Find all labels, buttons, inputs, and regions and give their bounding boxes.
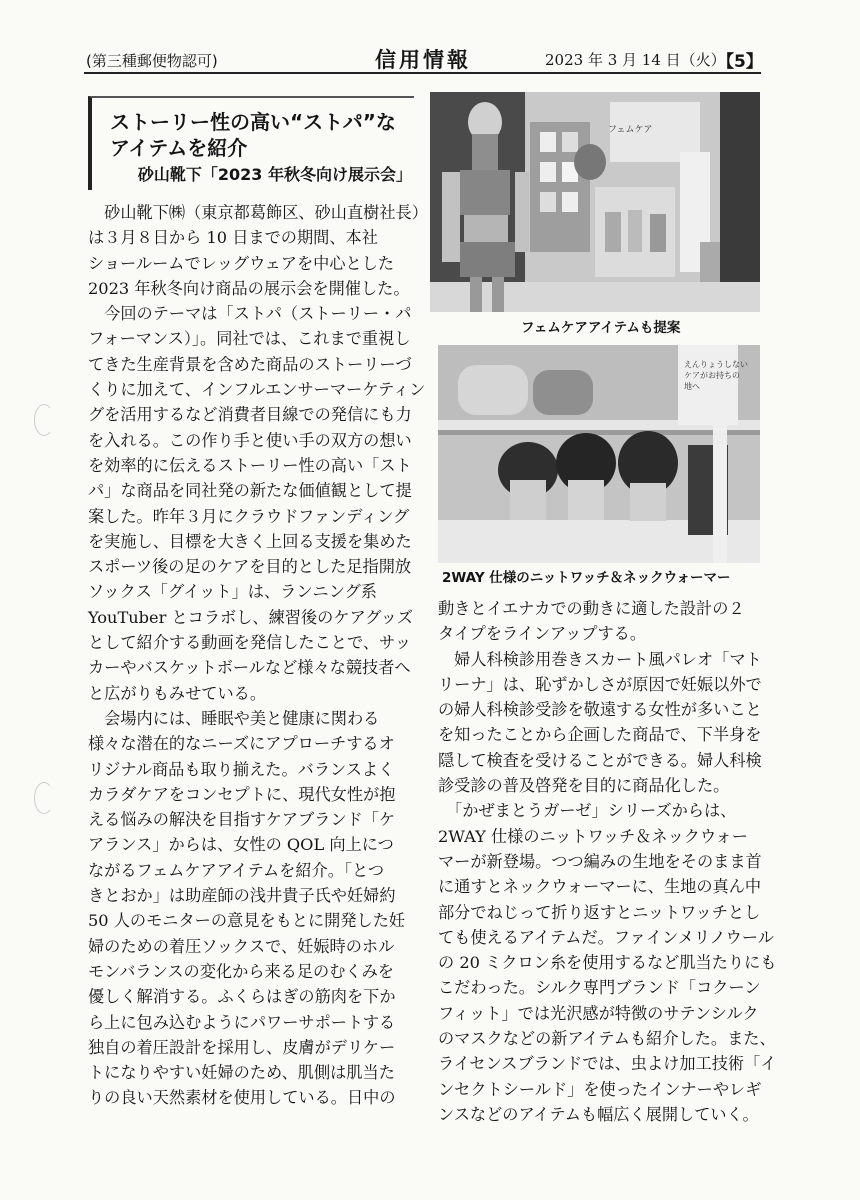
body-line: ンスなどのアイテムも幅広く展開していく。 (438, 1104, 759, 1124)
page-number: 【5】 (717, 52, 763, 72)
page-header (0, 0, 860, 80)
body-line: 今回のテーマは「ストパ（ストーリー・パ (88, 304, 412, 324)
body-line: グを活用するなど消費者目線での発信にも力 (88, 405, 412, 425)
body-line: ショールームでレッグウェアを中心とした (88, 253, 395, 273)
body-line: リーナ」は、恥ずかしさが原因で妊娠以外で (438, 674, 762, 694)
body-line: を実施し、目標を大きく上回る支援を集めた (88, 531, 412, 551)
body-line: のマスクなどの新アイテムも紹介した。また、 (438, 1029, 776, 1049)
body-line: マーが新登場。つつ編みの生地をそのまま首 (438, 851, 762, 871)
photo-caption-2: 2WAY 仕様のニットワッチ＆ネックウォーマー (442, 570, 731, 586)
body-line: ライセンスブランドでは、虫よけ加工技術「イ (438, 1054, 777, 1074)
article-headline (88, 96, 414, 190)
showroom-photo-image (430, 92, 760, 312)
knit-watch-photo (438, 345, 760, 563)
body-line: 部分でねじって折り返すとニットワッチとし (438, 902, 761, 922)
body-line: を知ったことから企画した商品で、下半身を (438, 725, 762, 745)
body-line: 優しく解消する。ふくらはぎの筋肉を下か (88, 987, 396, 1007)
body-line: を入れる。この作り手と使い手の双方の想い (88, 430, 412, 450)
body-line: 案した。昨年３月にクラウドファンディング (88, 506, 410, 526)
body-line: カラダケアをコンセプトに、現代女性が抱 (88, 784, 396, 804)
headline-subtitle: 砂山靴下「2023 年秋冬向け展示会」 (137, 165, 412, 184)
body-line: カーやバスケットボールなど様々な競技者へ (88, 658, 411, 678)
body-line: える悩みの解決を目指すケアブランド「ケ (88, 810, 396, 830)
body-line: 50 人のモニターの意見をもとに開発した妊 (88, 911, 406, 931)
body-line: 様々な潜在的なニーズにアプローチするオ (88, 734, 395, 754)
punch-hole (34, 404, 54, 436)
knit-watch-photo-image (438, 345, 760, 563)
body-line: ソックス「グイット」は、ランニング系 (88, 582, 377, 602)
body-line: フィット」では光沢感が特徴のサテンシルク (438, 1003, 759, 1023)
body-line: りの良い天然素材を使用している。日中の (88, 1088, 396, 1108)
body-line: 「かぜまとうガーゼ」シリーズからは、 (438, 801, 737, 821)
body-line: くりに加えて、インフルエンサーマーケティン (88, 380, 426, 400)
issue-date: 2023 年 3 月 14 日（火） (545, 51, 726, 69)
body-line: スポーツ後の足のケアを目的とした足指開放 (88, 557, 412, 577)
body-line: タイプをラインアップする。 (438, 624, 647, 644)
body-line: ても使えるアイテムだ。ファインメリノウール (438, 927, 774, 947)
body-line: ながるフェムケアアイテムを紹介。「とつ (88, 860, 385, 880)
body-line: 2023 年秋冬向け商品の展示会を開催した。 (88, 278, 410, 298)
body-line: リジナル商品も取り揃えた。バランスよく (88, 759, 395, 779)
photo1-sign-text: フェムケア (608, 125, 653, 135)
headline-line-1: ストーリー性の高い“ストパ”な (110, 110, 396, 134)
article-body-left (88, 200, 428, 1111)
postal-permit: (第三種郵便物認可) (86, 52, 218, 70)
article-body-right (438, 596, 777, 1127)
body-line: に通すとネックウォーマーに、生地の真ん中 (438, 877, 762, 897)
body-line: YouTuber とコラボし、練習後のケアグッズ (88, 607, 414, 627)
body-line: と広がりもみせている。 (88, 683, 267, 703)
body-line: 2WAY 仕様のニットワッチ＆ネックウォー (438, 826, 748, 846)
header-rule (84, 72, 761, 74)
body-line: ンセクトシールド」を使ったインナーやレギ (438, 1079, 762, 1099)
body-line: モンバランスの変化から来る足のむくみを (88, 961, 394, 981)
showroom-photo (430, 92, 760, 312)
body-line: 隠して検査を受けることができる。婦人科検 (438, 750, 762, 770)
body-line: フォーマンス）」。同社では、これまで重視し (88, 329, 411, 349)
headline-line-2: アイテムを紹介 (110, 136, 248, 160)
body-line: の婦人科検診受診を敬遠する女性が多いこと (438, 700, 762, 720)
photo2-sign-text: えんりょうしないケアがお持ちの地へ (684, 360, 748, 391)
body-line: パ」な商品を同社発の新たな価値観として提 (88, 481, 412, 501)
body-line: 婦のための着圧ソックスで、妊娠時のホル (88, 936, 395, 956)
body-line: ら上に包み込むようにパワーサポートする (88, 1012, 396, 1032)
body-line: てきた生産背景を含めた商品のストーリーづ (88, 354, 412, 374)
body-line: は３月８日から 10 日までの期間、本社 (88, 228, 378, 248)
body-line: アランス」からは、女性の QOL 向上につ (88, 835, 394, 855)
body-line: トになりやすい妊婦のため、肌側は肌当た (88, 1063, 395, 1083)
newspaper-name: 信用情報 (375, 48, 471, 72)
body-line: の 20 ミクロン糸を使用するなど肌当たりにも (438, 953, 777, 973)
body-line: を効率的に伝えるストーリー性の高い「スト (88, 455, 412, 475)
body-line: 動きとイエナカでの動きに適した設計の２ (438, 599, 745, 618)
body-line: 診受診の普及啓発を目的に商品化した。 (438, 776, 730, 796)
body-line: 砂山靴下㈱（東京都葛飾区、砂山直樹社長） (88, 203, 428, 222)
body-line: きとおか」は助産師の浅井貴子氏や妊婦約 (88, 886, 396, 906)
photo-caption-1: フェムケアアイテムも提案 (521, 320, 681, 336)
body-line: 会場内には、睡眠や美と健康に関わる (88, 708, 380, 728)
body-line: として紹介する動画を発信したことで、サッ (88, 633, 412, 653)
body-line: 婦人科検診用巻きスカート風パレオ「マト (438, 649, 762, 669)
body-line: 独自の着圧設計を採用し、皮膚がデリケー (88, 1037, 396, 1057)
punch-hole (34, 782, 54, 814)
body-line: こだわった。シルク専門ブランド「コクーン (438, 978, 761, 998)
